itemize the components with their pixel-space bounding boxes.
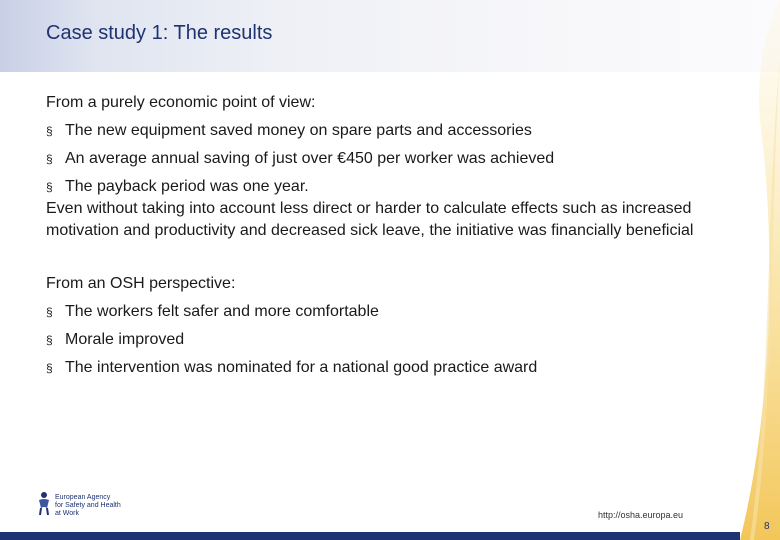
page-title: Case study 1: The results [46,22,273,44]
footer-url[interactable]: http://osha.europa.eu [598,510,684,520]
bullet-text: An average annual saving of just over €450 per worker was achieved [65,150,555,167]
bullet-text: The workers felt safer and more comfortable [65,303,379,320]
slide-body [46,92,706,385]
list-item [46,329,706,351]
bullet-icon: § [46,333,53,347]
list-item [46,148,706,170]
logo-line: for Safety and Health [55,502,121,509]
list-item [46,176,706,198]
bullet-text: The payback period was one year. [65,178,309,195]
decorative-swoosh [720,0,780,540]
agency-logo [36,490,136,522]
bullet-text: Morale improved [65,331,185,348]
list-item [46,120,706,142]
agency-name [55,494,121,518]
logo-line: European Agency [55,494,111,501]
bullet-text: The new equipment saved money on spare parts and accessories [65,122,532,139]
bullet-icon: § [46,361,53,375]
economic-intro: From a purely economic point of view: [46,94,316,111]
list-item [46,357,706,379]
list-item [46,301,706,323]
logo-line: at Work [55,510,79,517]
osh-intro: From an OSH perspective: [46,275,236,292]
economic-paragraph: Even without taking into account less direct or harder to calculate effects such as increased motivation and productivity and decreased sick leave, the initiative was financially beneficial [46,200,694,239]
footer-bar [0,532,740,540]
bullet-icon: § [46,152,53,166]
bullet-text: The intervention was nominated for a national good practice award [65,359,538,376]
bullet-icon: § [46,180,53,194]
bullet-icon: § [46,124,53,138]
page-number: 8 [764,521,770,532]
agency-emblem-icon [36,490,52,516]
bullet-icon: § [46,305,53,319]
